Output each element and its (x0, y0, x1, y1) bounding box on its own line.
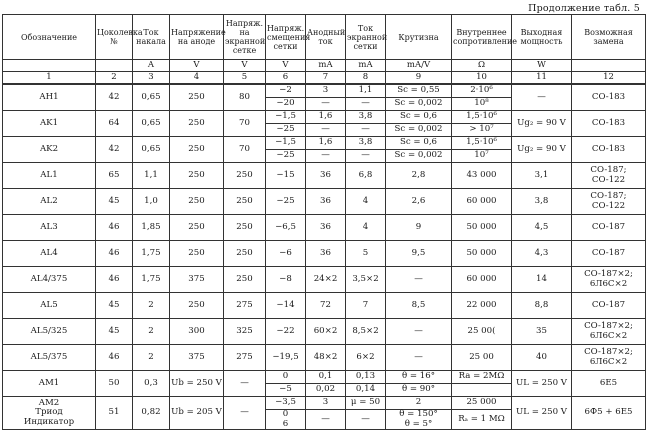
tube-name: AL5/325 (3, 319, 96, 345)
internal-resistance: 43 000 (452, 163, 512, 189)
anode-current: — (306, 410, 346, 430)
screen-current: 5 (346, 241, 386, 267)
anode-voltage: Ub = 250 V (170, 371, 224, 397)
transconductance: θ = 16° (386, 371, 452, 384)
anode-voltage: 250 (170, 111, 224, 137)
heater-current: 2 (133, 319, 170, 345)
column-number: 9 (386, 72, 452, 85)
replacement: CO-183 (572, 84, 646, 111)
internal-resistance: 10⁷ (452, 150, 512, 163)
continued-label: Продолжение табл. 5 (528, 3, 640, 14)
internal-resistance: Ra = 2MΩ (452, 371, 512, 384)
heater-current: 0,65 (133, 84, 170, 111)
replacement: CO-187; CO-122 (572, 163, 646, 189)
unit-cell: V (224, 60, 266, 72)
screen-voltage: — (224, 371, 266, 397)
socket-number: 45 (96, 189, 133, 215)
tube-name: AL5 (3, 293, 96, 319)
anode-voltage: 375 (170, 345, 224, 371)
internal-resistance: 25 000 (452, 397, 512, 410)
grid-bias: −22 (266, 319, 306, 345)
internal-resistance: 60 000 (452, 267, 512, 293)
anode-current: 3 (306, 397, 346, 410)
anode-voltage: 250 (170, 137, 224, 163)
anode-voltage: 250 (170, 189, 224, 215)
unit-cell: mA (306, 60, 346, 72)
column-header: Обозначение (3, 15, 96, 60)
tube-name: AH1 (3, 84, 96, 111)
column-header: Ток экранной сетки (346, 15, 386, 60)
tube-name: AL4 (3, 241, 96, 267)
column-number: 4 (170, 72, 224, 85)
screen-current: 3,8 (346, 137, 386, 150)
anode-current: 72 (306, 293, 346, 319)
transconductance: 9 (386, 215, 452, 241)
replacement: CO-187 (572, 241, 646, 267)
tube-name: AL3 (3, 215, 96, 241)
table-row-al4_375 (3, 267, 646, 293)
anode-current: 36 (306, 241, 346, 267)
tube-name: AL4/375 (3, 267, 96, 293)
output-power: 4,5 (512, 215, 572, 241)
replacement: 6Ф5 + 6Е5 (572, 397, 646, 430)
internal-resistance: 22 000 (452, 293, 512, 319)
unit-cell: V (170, 60, 224, 72)
replacement: 6E5 (572, 371, 646, 397)
unit-cell: V (266, 60, 306, 72)
screen-voltage: 250 (224, 189, 266, 215)
heater-current: 1,85 (133, 215, 170, 241)
socket-number: 46 (96, 241, 133, 267)
transconductance: Sc = 0,6 (386, 111, 452, 124)
anode-voltage: 375 (170, 267, 224, 293)
screen-voltage: 250 (224, 267, 266, 293)
socket-number: 42 (96, 84, 133, 111)
screen-current: — (346, 98, 386, 111)
anode-voltage: 250 (170, 163, 224, 189)
socket-number: 46 (96, 345, 133, 371)
socket-number: 45 (96, 319, 133, 345)
transconductance: Sc = 0,55 (386, 84, 452, 98)
internal-resistance: Rₐ = 1 MΩ (452, 410, 512, 430)
screen-current: 1,1 (346, 84, 386, 98)
screen-current: 6,8 (346, 163, 386, 189)
tube-name: AM2 Триод Индикатор (3, 397, 96, 430)
socket-number: 42 (96, 137, 133, 163)
heater-current: 2 (133, 345, 170, 371)
screen-current: — (346, 410, 386, 430)
column-number: 3 (133, 72, 170, 85)
socket-number: 50 (96, 371, 133, 397)
output-power: 40 (512, 345, 572, 371)
tube-name: AM1 (3, 371, 96, 397)
anode-voltage: 300 (170, 319, 224, 345)
transconductance: θ = 150° θ = 5° (386, 410, 452, 430)
tube-name: AL1 (3, 163, 96, 189)
grid-bias: 0 6 (266, 410, 306, 430)
anode-current: 1,6 (306, 137, 346, 150)
screen-voltage: 70 (224, 137, 266, 163)
column-header: Ток накала (133, 15, 170, 60)
column-number: 5 (224, 72, 266, 85)
transconductance: 2,6 (386, 189, 452, 215)
table-row-al2 (3, 189, 646, 215)
column-number: 8 (346, 72, 386, 85)
output-power: — (512, 84, 572, 111)
output-power: 3,1 (512, 163, 572, 189)
unit-cell: mA (346, 60, 386, 72)
internal-resistance: 1,5·10⁶ (452, 137, 512, 150)
replacement: CO-187 (572, 293, 646, 319)
grid-bias: −3,5 (266, 397, 306, 410)
screen-current: 4 (346, 189, 386, 215)
internal-resistance: 50 000 (452, 215, 512, 241)
output-power: 4,3 (512, 241, 572, 267)
units-row (3, 60, 646, 72)
grid-bias: −6 (266, 241, 306, 267)
anode-current: 3 (306, 84, 346, 98)
tube-name: AK1 (3, 111, 96, 137)
heater-current: 0,82 (133, 397, 170, 430)
grid-bias: −25 (266, 189, 306, 215)
unit-cell (572, 60, 646, 72)
column-header: Напряжение на аноде (170, 15, 224, 60)
transconductance: Sc = 0,002 (386, 98, 452, 111)
screen-voltage: — (224, 397, 266, 430)
transconductance: 9,5 (386, 241, 452, 267)
column-header: Напряж. на экранной сетке (224, 15, 266, 60)
anode-current: 24×2 (306, 267, 346, 293)
column-header: Анодный ток (306, 15, 346, 60)
anode-voltage: 250 (170, 215, 224, 241)
table-row-al1 (3, 163, 646, 189)
internal-resistance: 25 00 (452, 345, 512, 371)
table-row-ah1 (3, 84, 646, 98)
column-header: Крутизна (386, 15, 452, 60)
socket-number: 64 (96, 111, 133, 137)
anode-voltage: 250 (170, 293, 224, 319)
heater-current: 2 (133, 293, 170, 319)
anode-current: 48×2 (306, 345, 346, 371)
anode-current: — (306, 150, 346, 163)
column-header: Внутреннее сопротивление (452, 15, 512, 60)
unit-cell: mA/V (386, 60, 452, 72)
table-row-al3 (3, 215, 646, 241)
output-power: 8,8 (512, 293, 572, 319)
anode-current: 0,1 (306, 371, 346, 384)
replacement: CO-187 (572, 215, 646, 241)
anode-current: 60×2 (306, 319, 346, 345)
anode-voltage: 250 (170, 84, 224, 111)
grid-bias: −19,5 (266, 345, 306, 371)
screen-voltage: 275 (224, 293, 266, 319)
anode-current: — (306, 98, 346, 111)
transconductance: 2 (386, 397, 452, 410)
screen-voltage: 275 (224, 345, 266, 371)
heater-current: 0,3 (133, 371, 170, 397)
screen-current: 8,5×2 (346, 319, 386, 345)
table-row-al5 (3, 293, 646, 319)
grid-bias: 0 (266, 371, 306, 384)
screen-voltage: 70 (224, 111, 266, 137)
anode-current: 0,02 (306, 384, 346, 397)
grid-bias: −25 (266, 150, 306, 163)
heater-current: 1,0 (133, 189, 170, 215)
internal-resistance: > 10⁷ (452, 124, 512, 137)
anode-voltage: 250 (170, 241, 224, 267)
screen-current: 4 (346, 215, 386, 241)
screen-current: μ = 50 (346, 397, 386, 410)
socket-number: 45 (96, 293, 133, 319)
heater-current: 0,65 (133, 137, 170, 163)
transconductance: Sc = 0,6 (386, 137, 452, 150)
grid-bias: −8 (266, 267, 306, 293)
screen-current: 7 (346, 293, 386, 319)
internal-resistance: 50 000 (452, 241, 512, 267)
grid-bias: −20 (266, 98, 306, 111)
tube-name: AL2 (3, 189, 96, 215)
transconductance: Sc = 0,002 (386, 150, 452, 163)
table-row-al4 (3, 241, 646, 267)
header-row (3, 15, 646, 60)
screen-voltage: 250 (224, 241, 266, 267)
anode-current: 36 (306, 215, 346, 241)
unit-cell (3, 60, 96, 72)
screen-voltage: 80 (224, 84, 266, 111)
tube-name: AK2 (3, 137, 96, 163)
grid-bias: −15 (266, 163, 306, 189)
socket-number: 65 (96, 163, 133, 189)
grid-bias: −2 (266, 84, 306, 98)
grid-bias: −14 (266, 293, 306, 319)
unit-cell: W (512, 60, 572, 72)
screen-current: 3,8 (346, 111, 386, 124)
anode-current: 36 (306, 163, 346, 189)
replacement: CO-183 (572, 111, 646, 137)
heater-current: 0,65 (133, 111, 170, 137)
output-power: 14 (512, 267, 572, 293)
heater-current: 1,1 (133, 163, 170, 189)
column-number: 10 (452, 72, 512, 85)
screen-current: 0,14 (346, 384, 386, 397)
output-power: 35 (512, 319, 572, 345)
transconductance: 8,5 (386, 293, 452, 319)
internal-resistance: 10⁸ (452, 98, 512, 111)
unit-cell: Ω (452, 60, 512, 72)
output-power: UL = 250 V (512, 397, 572, 430)
grid-bias: −1,5 (266, 111, 306, 124)
anode-current: 1,6 (306, 111, 346, 124)
screen-current: — (346, 124, 386, 137)
tube-name: AL5/375 (3, 345, 96, 371)
column-header: Напряж. смещения сетки (266, 15, 306, 60)
grid-bias: −5 (266, 384, 306, 397)
tube-table (2, 14, 646, 430)
unit-cell (96, 60, 133, 72)
screen-current: 6×2 (346, 345, 386, 371)
replacement: CO-187×2; 6Л6С×2 (572, 267, 646, 293)
replacement: CO-187; CO-122 (572, 189, 646, 215)
transconductance: Sc = 0,002 (386, 124, 452, 137)
column-number: 6 (266, 72, 306, 85)
output-power: Ug₂ = 90 V (512, 111, 572, 137)
output-power: Ug₂ = 90 V (512, 137, 572, 163)
replacement: CO-187×2; 6Л6С×2 (572, 345, 646, 371)
internal-resistance: 25 00( (452, 319, 512, 345)
anode-current: 36 (306, 189, 346, 215)
replacement: CO-183 (572, 137, 646, 163)
column-header: Возможная замена (572, 15, 646, 60)
socket-number: 46 (96, 215, 133, 241)
screen-voltage: 325 (224, 319, 266, 345)
unit-cell: A (133, 60, 170, 72)
transconductance: θ = 90° (386, 384, 452, 397)
column-number: 12 (572, 72, 646, 85)
grid-bias: −1,5 (266, 137, 306, 150)
column-number: 11 (512, 72, 572, 85)
column-number: 7 (306, 72, 346, 85)
column-header: Цоколевка № (96, 15, 133, 60)
output-power: 3,8 (512, 189, 572, 215)
transconductance: 2,8 (386, 163, 452, 189)
replacement: CO-187×2; 6Л6С×2 (572, 319, 646, 345)
anode-voltage: Ub = 205 V (170, 397, 224, 430)
internal-resistance (452, 384, 512, 397)
internal-resistance: 1,5·10⁶ (452, 111, 512, 124)
socket-number: 51 (96, 397, 133, 430)
column-number-row (3, 72, 646, 85)
table-row-al5_325 (3, 319, 646, 345)
transconductance: — (386, 267, 452, 293)
column-number: 1 (3, 72, 96, 85)
anode-current: — (306, 124, 346, 137)
table-row-am2 (3, 397, 646, 410)
table-row-al5_375 (3, 345, 646, 371)
heater-current: 1,75 (133, 241, 170, 267)
grid-bias: −6,5 (266, 215, 306, 241)
screen-voltage: 250 (224, 163, 266, 189)
table-row-am1 (3, 371, 646, 384)
screen-current: 0,13 (346, 371, 386, 384)
table-row-ak2 (3, 137, 646, 150)
grid-bias: −25 (266, 124, 306, 137)
socket-number: 46 (96, 267, 133, 293)
transconductance: — (386, 345, 452, 371)
screen-current: 3,5×2 (346, 267, 386, 293)
internal-resistance: 60 000 (452, 189, 512, 215)
output-power: UL = 250 V (512, 371, 572, 397)
screen-current: — (346, 150, 386, 163)
column-header: Выходная мощность (512, 15, 572, 60)
column-number: 2 (96, 72, 133, 85)
heater-current: 1,75 (133, 267, 170, 293)
table-row-ak1 (3, 111, 646, 124)
screen-voltage: 250 (224, 215, 266, 241)
internal-resistance: 2·10⁶ (452, 84, 512, 98)
transconductance: — (386, 319, 452, 345)
